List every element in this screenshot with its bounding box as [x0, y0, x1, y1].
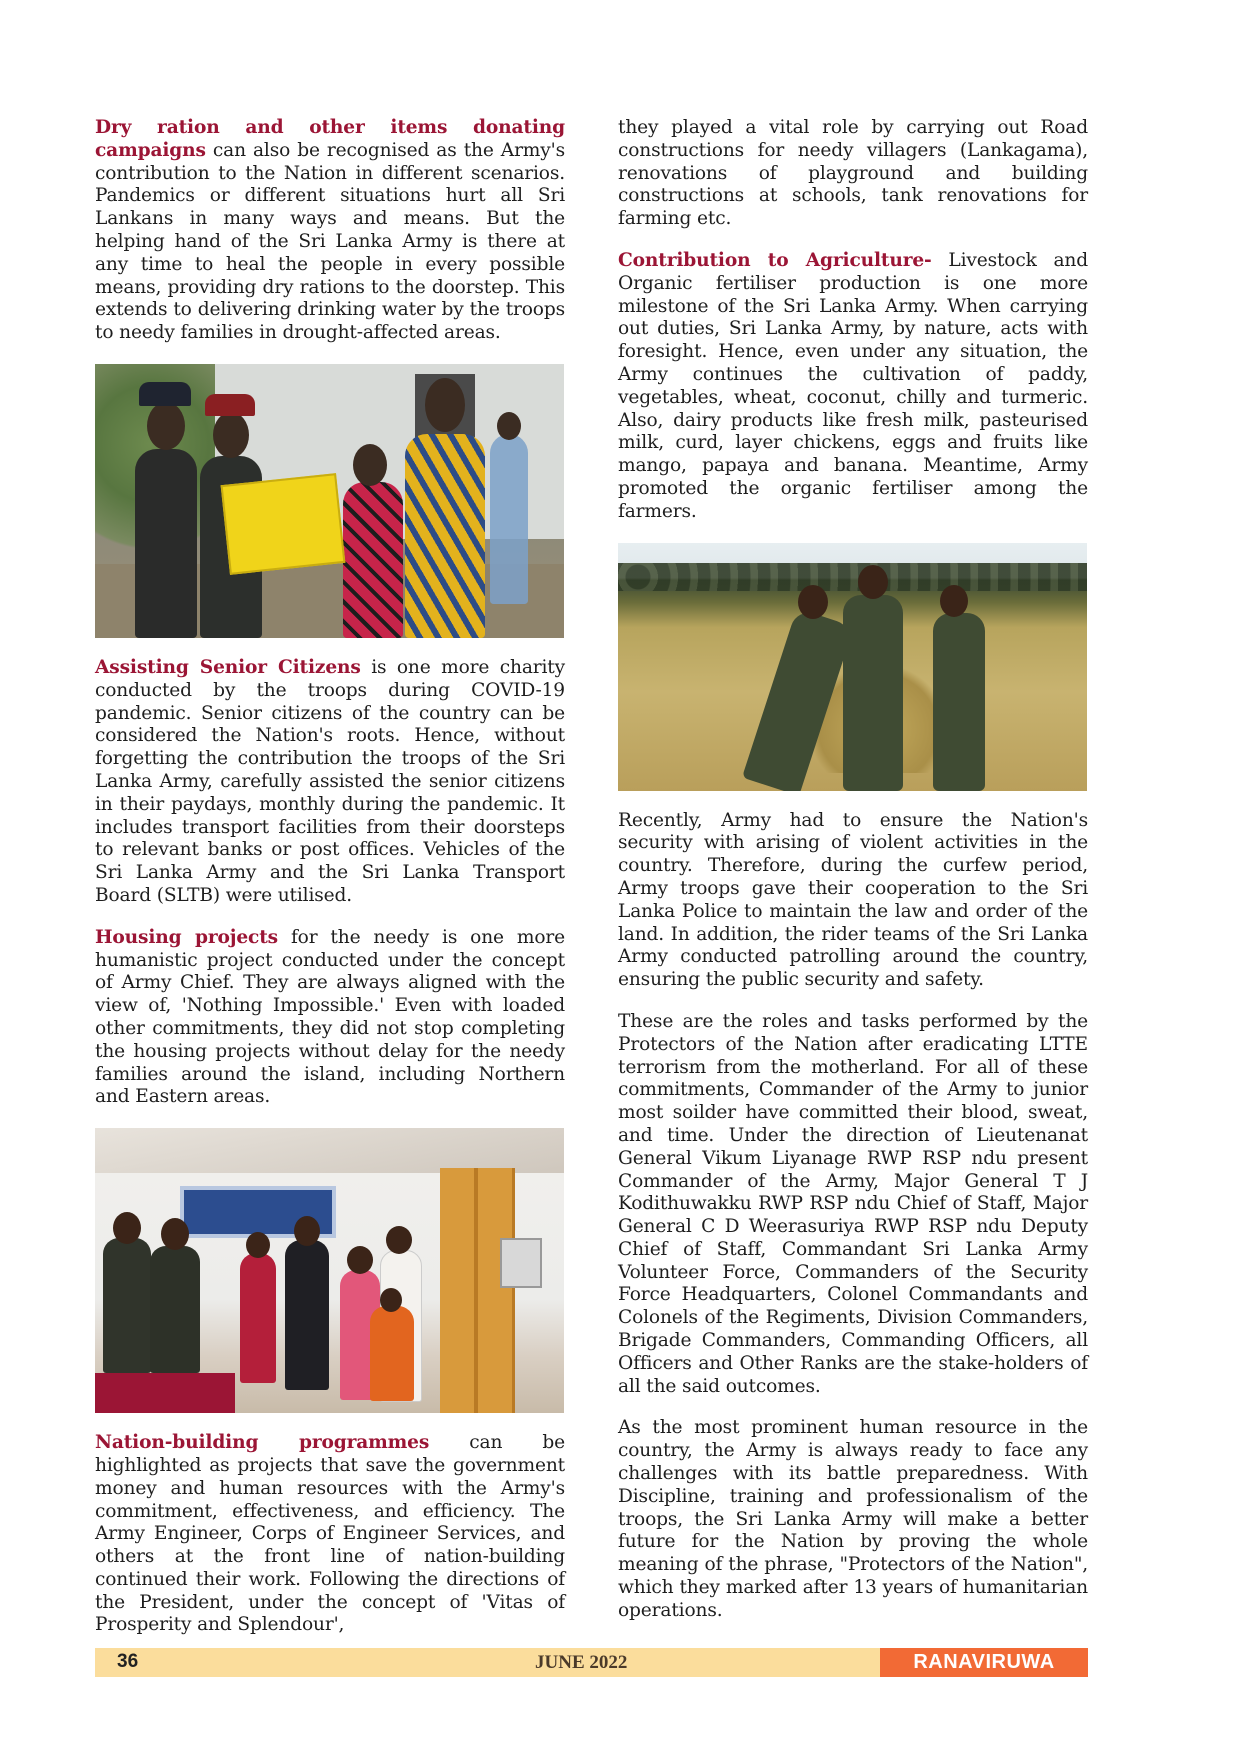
lead-nation-building: Nation-building programmes	[95, 1432, 430, 1454]
page-number: 36	[117, 1651, 139, 1672]
body-senior-citizens: is one more charity conducted by the troops during COVID-19 pandemic. Senior citizens of the country can be considered the Nation's roots. Hence, without forgetting the contribution the troops of the Sri Lanka Army, carefully assisted the senior citizens in their paydays, monthly during the pandemic. It includes transport facilities from their doorsteps to relevant banks or post offices. Vehicles of the Sri Lanka Army and the Sri Lanka Transport Board (SLTB) were utilised.	[95, 656, 565, 906]
body-dry-ration: can also be recognised as the Army's contribution to the Nation in different scenarios. Pandemics or different situations hurt all Sri Lankans in many ways and means. But the helping hand of the Sri Lanka Army is there at any time to heal the people in every possible means, providing dry rations to the doorstep. This extends to delivering drinking water by the troops to needy families in drought-affected areas.	[95, 139, 565, 344]
paragraph-dry-ration	[95, 117, 565, 345]
body-agriculture: Livestock and Organic fertiliser production is one more milestone of the Sri Lanka Army. When carrying out duties, Sri Lanka Army, by nature, acts with foresight. Hence, even under any situation, the Army continues the cultivation of paddy, vegetables, wheat, coconut, chilly and turmeric. Also, dairy products like fresh milk, pasteurised milk, curd, layer chickens, eggs and fruits like mango, papaya and banana. Meantime, Army promoted the organic fertiliser among the farmers.	[618, 249, 1088, 522]
issue-date: JUNE 2022	[535, 1652, 628, 1673]
paragraph-road-construction: they played a vital role by carrying out Road constructions for needy villagers (Lankagama), renovations of playground and building constructions at schools, tank renovations for farming etc.	[618, 117, 1088, 230]
lead-dry-ration: Dry ration and other items donating campaigns	[95, 117, 565, 161]
right-column	[618, 117, 1088, 1642]
paragraph-senior-citizens	[95, 657, 565, 908]
page-footer	[95, 1648, 1088, 1677]
magazine-name: RANAVIRUWA	[880, 1648, 1088, 1677]
lead-agriculture: Contribution to Agriculture-	[618, 249, 932, 271]
lead-senior-citizens: Assisting Senior Citizens	[95, 656, 361, 678]
paragraph-security: Recently, Army had to ensure the Nation's security with arising of violent activities in the country. Therefore, during the curfew period, Army troops gave their cooperation to the Sri Lanka Police to maintain the law and order of the land. In addition, the rider teams of the Sri Lanka Army conducted patrolling around the country, ensuring the public security and safety.	[618, 809, 1088, 991]
paragraph-roles-and-tasks: These are the roles and tasks performed by the Protectors of the Nation after eradicating LTTE terrorism from the motherland. For all of these commitments, Commander of the Army to junior most soilder have committed their blood, sweat, and time. Under the direction of Lieutenanat General Vikum Liyanage RWP RSP ndu present Commander of the Army, Major General T J Kodithuwakku RWP RSP ndu Chief of Staff, Major General C D Weerasuriya RWP RSP ndu Deputy Chief of Staff, Commandant Sri Lanka Army Volunteer Force, Commanders of the Security Force Headquarters, Colonel Commandants and Colonels of the Regiments, Division Commanders, Brigade Commanders, Commanding Officers, all Officers and Other Ranks are the stake-holders of all the said outcomes.	[618, 1010, 1088, 1397]
paragraph-housing	[95, 927, 565, 1109]
photo-paddy-harvest	[618, 543, 1087, 791]
body-housing: for the needy is one more humanistic project conducted under the concept of Army Chief. They are always aligned with the view of, 'Nothing Impossible.' Even with loaded other commitments, they did not stop completing the housing projects without delay for the needy families around the island, including Northern and Eastern areas.	[95, 926, 566, 1108]
lead-housing: Housing projects	[95, 926, 278, 948]
left-column	[95, 117, 565, 1656]
paragraph-battle-preparedness: As the most prominent human resource in the country, the Army is always ready to face any challenges with its battle preparedness. With Discipline, training and professionalism of the troops, the Sri Lanka Army will make a better future for the Nation by proving the whole meaning of the phrase, "Protectors of the Nation", which they marked after 13 years of humanitarian operations.	[618, 1417, 1088, 1621]
paragraph-agriculture	[618, 250, 1088, 524]
photo-ration-handover	[95, 364, 564, 638]
body-nation-building: can be highlighted as projects that save the government money and human resources with the Army's commitment, effectiveness, and efficiency. The Army Engineer, Corps of Engineer Services, and others at the front line of nation-building continued their work. Following the directions of the President, under the concept of 'Vitas of Prosperity and Splendour',	[95, 1432, 565, 1636]
paragraph-nation-building	[95, 1432, 565, 1637]
photo-housing-ceremony	[95, 1128, 564, 1413]
